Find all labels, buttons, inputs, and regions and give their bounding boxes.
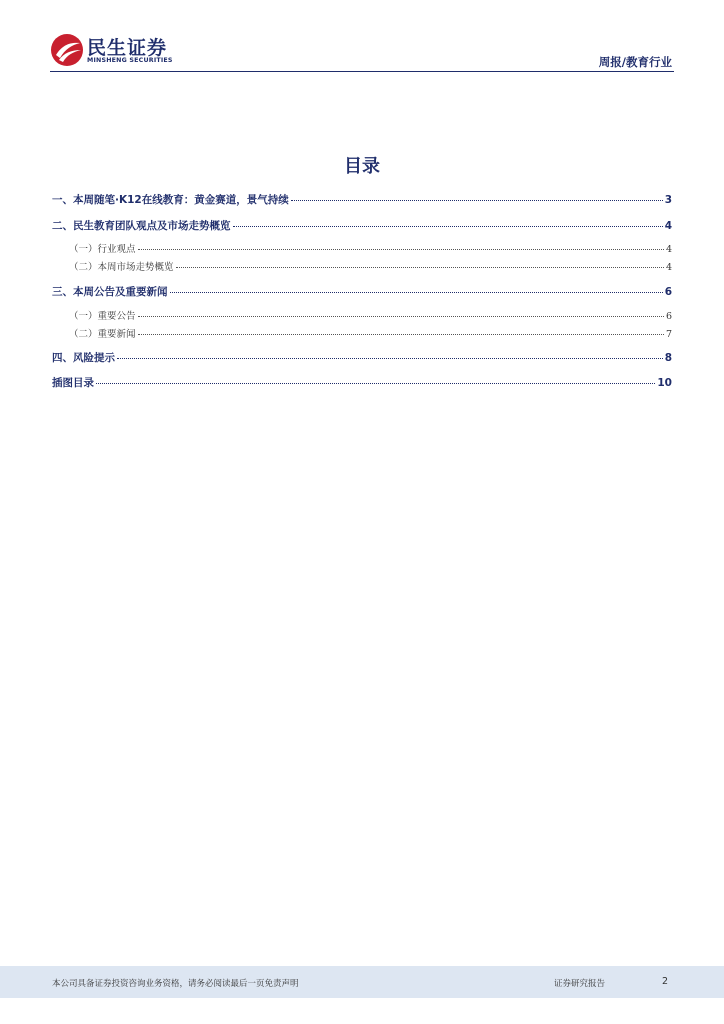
toc-entry-page: 4 [665, 262, 672, 273]
company-logo [50, 33, 190, 69]
footer-report-type: 证券研究报告 [554, 979, 606, 989]
logo-english-name: MINSHENG SECURITIES [87, 57, 173, 64]
toc-entry-text: 插图目录 [52, 377, 94, 389]
logo-chinese-name: 民生证券 [87, 37, 168, 59]
toc-leader-dots [291, 200, 663, 201]
toc-entry[interactable] [52, 192, 672, 207]
minsheng-logo-icon [50, 33, 84, 67]
toc-entry-page: 8 [664, 352, 672, 364]
toc-entry-page: 4 [664, 220, 672, 232]
toc-leader-dots [138, 316, 664, 317]
toc-title: 目录 [344, 156, 380, 177]
toc-entry[interactable] [52, 218, 672, 233]
page-number: 2 [662, 976, 669, 987]
toc-entry-text: 一、本周随笔·K12在线教育：黄金赛道，景气持续 [52, 194, 289, 206]
toc-entry[interactable] [52, 350, 672, 365]
toc-entry-text: （二）重要新闻 [69, 329, 136, 340]
toc-subentry[interactable] [52, 259, 672, 273]
toc-entry[interactable] [52, 375, 672, 390]
toc-entry-page: 6 [664, 286, 672, 298]
header-divider [50, 71, 674, 72]
toc-entry-page: 7 [665, 329, 672, 340]
footer-disclaimer: 本公司具备证券投资咨询业务资格，请务必阅读最后一页免责声明 [52, 979, 299, 989]
toc-entry-text: （二）本周市场走势概览 [69, 262, 174, 273]
toc-leader-dots [117, 358, 663, 359]
toc-entry-text: （一）行业观点 [69, 244, 136, 255]
toc-leader-dots [96, 383, 655, 384]
toc-entry-page: 6 [665, 311, 672, 322]
toc-subentry[interactable] [52, 241, 672, 255]
toc-entry-text: 四、风险提示 [52, 352, 115, 364]
toc-entry-text: 二、民生教育团队观点及市场走势概览 [52, 220, 231, 232]
toc-subentry[interactable] [52, 308, 672, 322]
toc-leader-dots [170, 292, 663, 293]
toc-subentry[interactable] [52, 326, 672, 340]
toc-entry-page: 10 [657, 377, 672, 389]
page-header [0, 0, 724, 74]
toc-leader-dots [138, 334, 664, 335]
toc-entry-text: （一）重要公告 [69, 311, 136, 322]
toc-entry-page: 3 [664, 194, 672, 206]
toc-leader-dots [176, 267, 664, 268]
toc-leader-dots [138, 249, 664, 250]
toc-entry-text: 三、本周公告及重要新闻 [52, 286, 168, 298]
toc-leader-dots [233, 226, 663, 227]
toc-entry[interactable] [52, 284, 672, 299]
toc-entry-page: 4 [665, 244, 672, 255]
document-type-label: 周报/教育行业 [598, 55, 672, 69]
